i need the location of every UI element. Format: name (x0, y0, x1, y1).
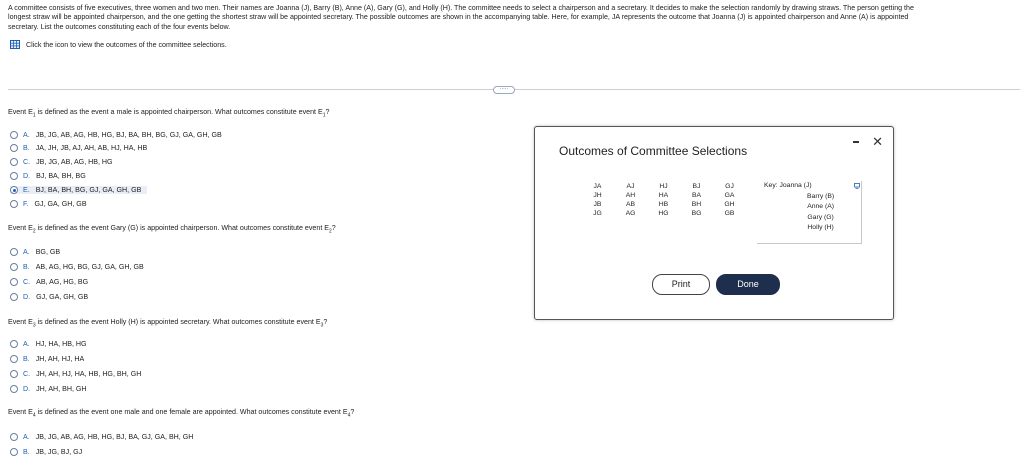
question-1-text: is defined as the event a male is appointed chairperson. What outcomes constitute event E (35, 108, 323, 116)
option-text: AB, AG, HG, BG (36, 278, 89, 286)
question-2-sub2: 2 (329, 228, 332, 235)
option-text: BG, GB (35, 248, 61, 256)
option-text: GJ, GA, GH, GB (34, 200, 87, 208)
question-4 (8, 408, 354, 418)
outcome-cell: HG (658, 210, 669, 217)
key-name: Gary (G) (807, 213, 834, 221)
question-3-sub2: 3 (320, 322, 324, 329)
outcome-cell: GB (724, 210, 735, 217)
question-2-text: is defined as the event Gary (G) is appointed chairperson. What outcomes constitute event E (35, 224, 329, 232)
option-text: BJ, BA, BH, BG, GJ, GA, GH, GB (35, 186, 142, 194)
outcomes-table (581, 183, 779, 217)
outcome-cell: BG (691, 210, 702, 217)
radio-button[interactable] (10, 248, 18, 256)
option-letter: C. (23, 370, 31, 378)
outcome-cell: AG (625, 210, 636, 217)
q1-option-f[interactable] (10, 200, 87, 208)
outcome-cell: GH (724, 201, 735, 208)
key-legend (757, 181, 862, 244)
question-2-sub: 2 (32, 228, 36, 235)
option-text: HJ, HA, HB, HG (35, 340, 87, 348)
option-letter: A. (23, 433, 30, 441)
option-letter: D. (23, 293, 31, 301)
option-text: JB, JG, AB, AG, HB, HG, BJ, BA, BH, BG, GJ, GA, GH, GB (35, 131, 222, 139)
table-icon[interactable] (10, 40, 20, 49)
radio-button[interactable] (10, 172, 18, 180)
problem-line-3: secretary. List the outcomes constituting each of the four events below. (8, 22, 231, 31)
option-text: JH, AH, HJ, HA, HB, HG, BH, GH (36, 370, 142, 378)
done-button[interactable]: Done (716, 274, 780, 295)
view-outcomes-link[interactable] (10, 40, 227, 49)
option-letter: C. (23, 158, 31, 166)
key-name: Barry (B) (807, 193, 835, 201)
key-names (807, 182, 834, 233)
key-label: Key: Joanna (J) (764, 182, 812, 189)
q2-option-d[interactable] (10, 293, 88, 301)
option-letter: C. (23, 278, 31, 286)
q3-option-c[interactable] (10, 370, 141, 378)
question-3-text: is defined as the event Holly (H) is appointed secretary. What outcomes constitute event E (35, 318, 321, 326)
q4-option-a[interactable] (10, 433, 193, 441)
outcome-cell: GJ (725, 183, 734, 190)
question-4-sub: 4 (32, 412, 36, 419)
view-outcomes-label[interactable]: Click the icon to view the outcomes of the committee selections. (26, 40, 227, 49)
q2-option-b[interactable] (10, 263, 144, 271)
radio-button-selected[interactable] (10, 186, 18, 194)
question-4-prefix: Event E (8, 408, 33, 416)
outcome-cell: JH (593, 192, 602, 199)
question-2 (8, 224, 336, 234)
option-text: JB, JG, BJ, GJ (35, 448, 83, 456)
option-letter: F. (23, 200, 29, 208)
option-letter: A. (23, 248, 30, 256)
problem-statement (8, 4, 1016, 32)
outcome-cell: HA (658, 192, 669, 199)
outcomes-dialog (534, 126, 894, 320)
option-letter: B. (23, 144, 30, 152)
option-text: JA, JH, JB, AJ, AH, AB, HJ, HA, HB (35, 144, 148, 152)
radio-button[interactable] (10, 200, 18, 208)
outcome-cell: JA (593, 183, 602, 190)
q1-option-b[interactable] (10, 144, 147, 152)
question-3-sub: 3 (32, 322, 36, 329)
q1-option-a[interactable] (10, 131, 222, 139)
question-2-end: ? (331, 224, 336, 232)
option-letter: B. (23, 355, 30, 363)
expand-button[interactable]: ····· (493, 86, 515, 94)
option-letter: A. (23, 340, 30, 348)
outcome-cell: BH (691, 201, 702, 208)
option-letter: E. (23, 186, 30, 194)
radio-button[interactable] (10, 355, 18, 363)
q3-option-a[interactable] (10, 340, 87, 348)
outcome-cell: AH (625, 192, 636, 199)
radio-button[interactable] (10, 158, 18, 166)
problem-line-1: A committee consists of five executives, three women and two men. Their names are Joanna (J), Barry (B), Anne (A), Gary (G), and Holly (H). The committee needs to select a chairperson and a secretary. It decides to make the selection randomly by drawing straws. The person getting the (8, 4, 914, 12)
key-name: Anne (A) (807, 203, 835, 211)
option-text: AB, AG, HG, BG, GJ, GA, GH, GB (35, 263, 144, 271)
radio-button[interactable] (10, 263, 18, 271)
question-1 (8, 108, 329, 118)
key-name: Holly (H) (807, 223, 834, 231)
radio-button[interactable] (10, 448, 18, 456)
copy-icon[interactable] (854, 183, 860, 189)
option-letter: D. (23, 172, 31, 180)
question-1-sub: 1 (32, 112, 36, 119)
dialog-title: Outcomes of Committee Selections (559, 144, 748, 158)
radio-button[interactable] (10, 370, 18, 378)
question-3-end: ? (323, 318, 328, 326)
q3-option-d[interactable] (10, 385, 87, 393)
question-3 (8, 318, 327, 328)
option-letter: B. (23, 263, 30, 271)
outcome-cell: BA (691, 192, 702, 199)
outcome-cell: GA (724, 192, 735, 199)
question-1-sub2: 1 (322, 112, 326, 119)
radio-button[interactable] (10, 385, 18, 393)
q3-option-b[interactable] (10, 355, 84, 363)
question-3-prefix: Event E (8, 318, 33, 326)
option-text: BJ, BA, BH, BG (36, 172, 86, 180)
question-1-end: ? (325, 108, 330, 116)
option-text: JH, AH, HJ, HA (35, 355, 85, 363)
radio-button[interactable] (10, 131, 18, 139)
q2-option-a[interactable] (10, 248, 60, 256)
q1-option-c[interactable] (10, 158, 113, 166)
option-text: JB, JG, AB, AG, HB, HG, BJ, BA, GJ, GA, BH, GH (35, 433, 194, 441)
outcome-cell: JB (593, 201, 602, 208)
print-button[interactable]: Print (652, 274, 710, 295)
outcome-cell: AB (625, 201, 636, 208)
problem-line-2: longest straw will be appointed chairperson, and the one getting the shortest straw will be appointed secretary. The possible outcomes are shown in the accompanying table. Here, for example, JA represents the outcome that Joanna (J) is appointed chairperson and Anne (A) is appointed (8, 13, 909, 22)
outcome-cell: HJ (659, 183, 668, 190)
radio-button[interactable] (10, 433, 18, 441)
outcome-cell: BJ (692, 183, 701, 190)
option-letter: D. (23, 385, 31, 393)
question-4-sub2: 4 (347, 412, 351, 419)
question-4-text: is defined as the event one male and one female are appointed. What outcomes constitute event E (35, 408, 348, 416)
option-letter: B. (23, 448, 30, 456)
q2-option-c[interactable] (10, 278, 88, 286)
outcome-cell: HB (658, 201, 669, 208)
question-4-end: ? (350, 408, 355, 416)
question-1-prefix: Event E (8, 108, 33, 116)
option-text: JH, AH, BH, GH (36, 385, 87, 393)
minimize-icon[interactable] (853, 141, 859, 143)
radio-button[interactable] (10, 293, 18, 301)
radio-button[interactable] (10, 144, 18, 152)
option-letter: A. (23, 131, 30, 139)
q1-option-d[interactable] (10, 172, 86, 180)
outcome-cell: JG (593, 210, 602, 217)
q4-option-b[interactable] (10, 448, 82, 456)
option-text: GJ, GA, GH, GB (36, 293, 89, 301)
outcome-cell: AJ (626, 183, 635, 190)
close-icon[interactable]: ✕ (872, 134, 883, 149)
radio-button[interactable] (10, 340, 18, 348)
radio-button[interactable] (10, 278, 18, 286)
option-text: JB, JG, AB, AG, HB, HG (36, 158, 113, 166)
question-2-prefix: Event E (8, 224, 33, 232)
q1-option-e-selected[interactable] (10, 186, 147, 194)
